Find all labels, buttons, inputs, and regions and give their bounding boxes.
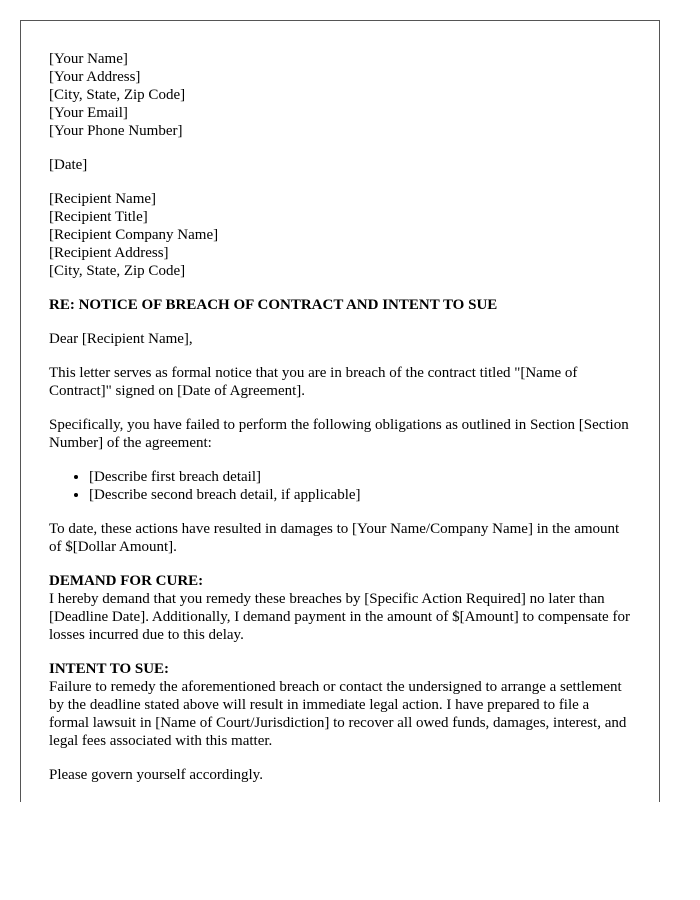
obligations-paragraph: Specifically, you have failed to perform the following obligations as outlined in Section [Section Number] of the agreement: [49, 417, 629, 451]
damages-paragraph: To date, these actions have resulted in damages to [Your Name/Company Name] in the amount of $[Dollar Amount]. [49, 521, 620, 555]
demand-heading: DEMAND FOR CURE: [49, 573, 204, 589]
breach-item-1: • [Describe first breach detail] [89, 468, 631, 486]
intent-section [49, 660, 631, 750]
recipient-title: [Recipient Title] [49, 209, 148, 225]
sender-email: [Your Email] [49, 105, 128, 121]
sender-phone: [Your Phone Number] [49, 123, 183, 139]
recipient-name: [Recipient Name] [49, 191, 157, 207]
breach-item-2: • [Describe second breach detail, if applicable] [89, 486, 631, 504]
recipient-address: [Recipient Address] [49, 245, 169, 261]
letter-page [20, 20, 660, 802]
letter-date: [Date] [49, 157, 88, 173]
sender-address: [Your Address] [49, 69, 141, 85]
recipient-block [49, 190, 631, 280]
breach-list [49, 468, 631, 504]
subject-line: RE: NOTICE OF BREACH OF CONTRACT AND INTENT TO SUE [49, 297, 498, 313]
demand-section [49, 572, 631, 644]
recipient-city-state-zip: [City, State, Zip Code] [49, 263, 186, 279]
sender-name: [Your Name] [49, 51, 128, 67]
closing-line: Please govern yourself accordingly. [49, 767, 263, 783]
salutation: Dear [Recipient Name], [49, 331, 193, 347]
sender-block [49, 50, 631, 140]
recipient-company: [Recipient Company Name] [49, 227, 219, 243]
date-block [49, 156, 631, 174]
intro-paragraph: This letter serves as formal notice that you are in breach of the contract titled "[Name of Contract]" signed on [Date of Agreement]. [49, 365, 578, 399]
intent-body: Failure to remedy the aforementioned breach or contact the undersigned to arrange a settlement by the deadline stated above will result in immediate legal action. I have prepared to file a formal lawsuit in [Name of Court/Jurisdiction] to recover all owed funds, damages, interest, and legal fees associated with this matter. [49, 679, 627, 749]
intent-heading: INTENT TO SUE: [49, 661, 170, 677]
demand-body: I hereby demand that you remedy these breaches by [Specific Action Required] no later than [Deadline Date]. Additionally, I demand payment in the amount of $[Amount] to compensate for losses incurred due to this delay. [49, 591, 630, 643]
sender-city-state-zip: [City, State, Zip Code] [49, 87, 186, 103]
